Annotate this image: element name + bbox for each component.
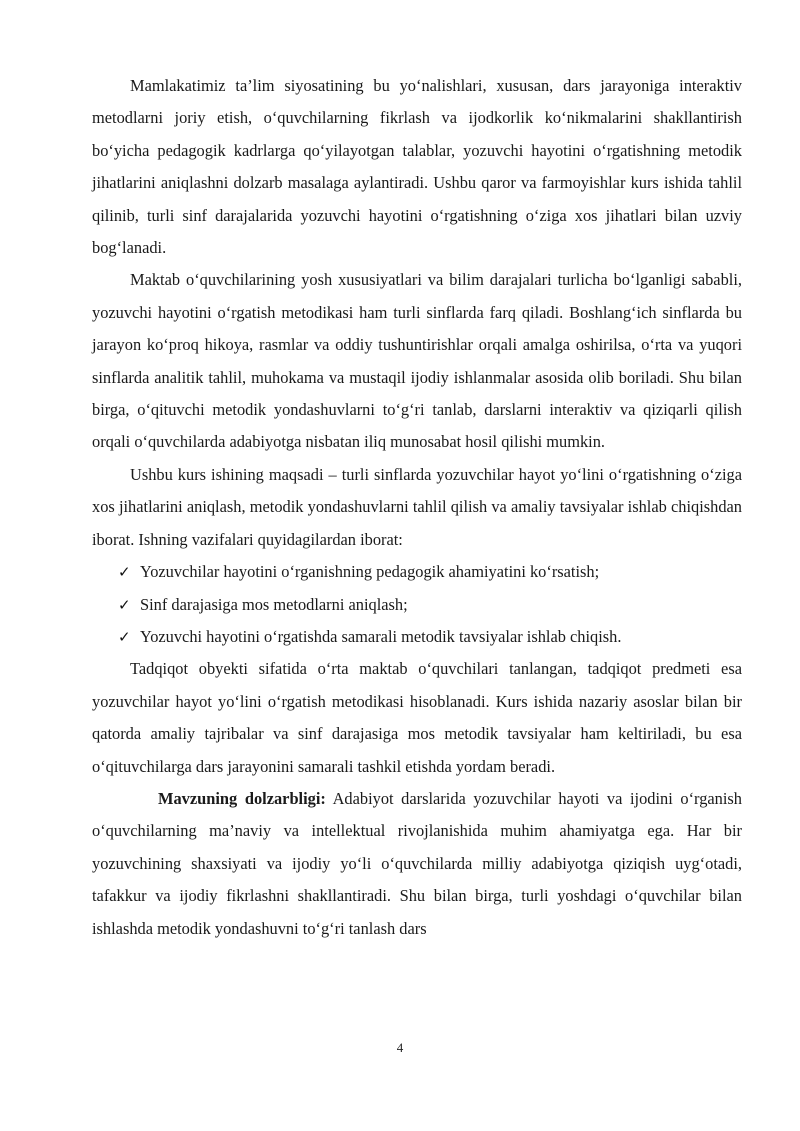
list-item-text: Sinf darajasiga mos metodlarni aniqlash; xyxy=(140,594,408,614)
list-item xyxy=(118,621,742,653)
document-page xyxy=(92,70,742,945)
list-item xyxy=(118,556,742,588)
checkmark-icon: ✓ xyxy=(118,563,131,582)
paragraph-age-features: Maktab o‘quvchilarining yosh xususiyatlari va bilim darajalari turlicha bo‘lganligi sababli, yozuvchi hayotini o‘rgatish metodikasi ham turli sinflarda farq qiladi. Boshlang‘ich sinflarda bu jarayon ko‘proq hikoya, rasmlar va oddiy tushuntirishlar orqali amalga oshirilsa, o‘rta va yuqori sinflarda analitik tahlil, muhokama va mustaqil ijodiy ishlanmalar asosida olib boriladi. Shu bilan birga, o‘qituvchi metodik yondashuvlarni to‘g‘ri tanlab, darslarni interaktiv va qiziqarli qilish orqali o‘quvchilarda adabiyotga nisbatan iliq munosabat hosil qilishi mumkin. xyxy=(92,270,742,452)
relevance-text: Adabiyot darslarida yozuvchilar hayoti va ijodini o‘rganish o‘quvchilarning ma’naviy va intellektual rivojlanishida muhim ahamiyatga ega. Har bir yozuvchining shaxsiyati va ijodiy yo‘li o‘quvchilarda milliy adabiyotga qiziqish uyg‘otadi, tafakkur va ijodiy fikrlashni shakllantiradi. Shu bilan birga, turli yoshdagi o‘quvchilar bilan ishlashda metodik yondashuvni to‘g‘ri tanlash dars xyxy=(92,788,742,938)
list-item xyxy=(118,589,742,621)
paragraph-research-object: Tadqiqot obyekti sifatida o‘rta maktab o‘quvchilari tanlangan, tadqiqot predmeti esa yozuvchilar hayot yo‘lini o‘rgatish metodikasi hisoblanadi. Kurs ishida nazariy asoslar bilan bir qatorda amaliy tajribalar va sinf darajasiga mos metodik tavsiyalar ham keltiriladi, bu esa o‘qituvchilarga dars jarayonini samarali tashkil etishda yordam beradi. xyxy=(92,659,742,776)
checkmark-icon: ✓ xyxy=(118,627,131,646)
paragraph-relevance xyxy=(92,783,742,945)
checkmark-icon: ✓ xyxy=(118,595,131,614)
paragraph-goal: Ushbu kurs ishining maqsadi – turli sinflarda yozuvchilar hayot yo‘lini o‘rgatishning o‘ziga xos jihatlarini aniqlash, metodik yondashuvlarni tahlil qilish va amaliy tavsiyalar ishlab chiqishdan iborat. Ishning vazifalari quyidagilardan iborat: xyxy=(92,464,742,549)
list-item-text: Yozuvchilar hayotini o‘rganishning pedagogik ahamiyatini ko‘rsatish; xyxy=(140,562,600,582)
page-number: 4 xyxy=(396,1040,404,1055)
tasks-list xyxy=(92,556,742,653)
relevance-heading: Mavzuning dolzarbligi: xyxy=(158,788,326,808)
paragraph-policy: Mamlakatimiz ta’lim siyosatining bu yo‘nalishlari, xususan, dars jarayoniga interaktiv metodlarni joriy etish, o‘quvchilarning fikrlash va ijodkorlik ko‘nikmalarini shakllantirish bo‘yicha pedagogik kadrlarga qo‘yilayotgan talablar, yozuvchi hayotini o‘rgatishning metodik jihatlarini aniqlashni dolzarb masalaga aylantiradi. Ushbu qaror va farmoyishlar kurs ishida tahlil qilinib, turli sinf darajalarida yozuvchi hayotini o‘rgatishning o‘ziga xos jihatlari bilan uzviy bog‘lanadi. xyxy=(92,76,742,258)
list-item-text: Yozuvchi hayotini o‘rgatishda samarali metodik tavsiyalar ishlab chiqish. xyxy=(140,626,622,646)
